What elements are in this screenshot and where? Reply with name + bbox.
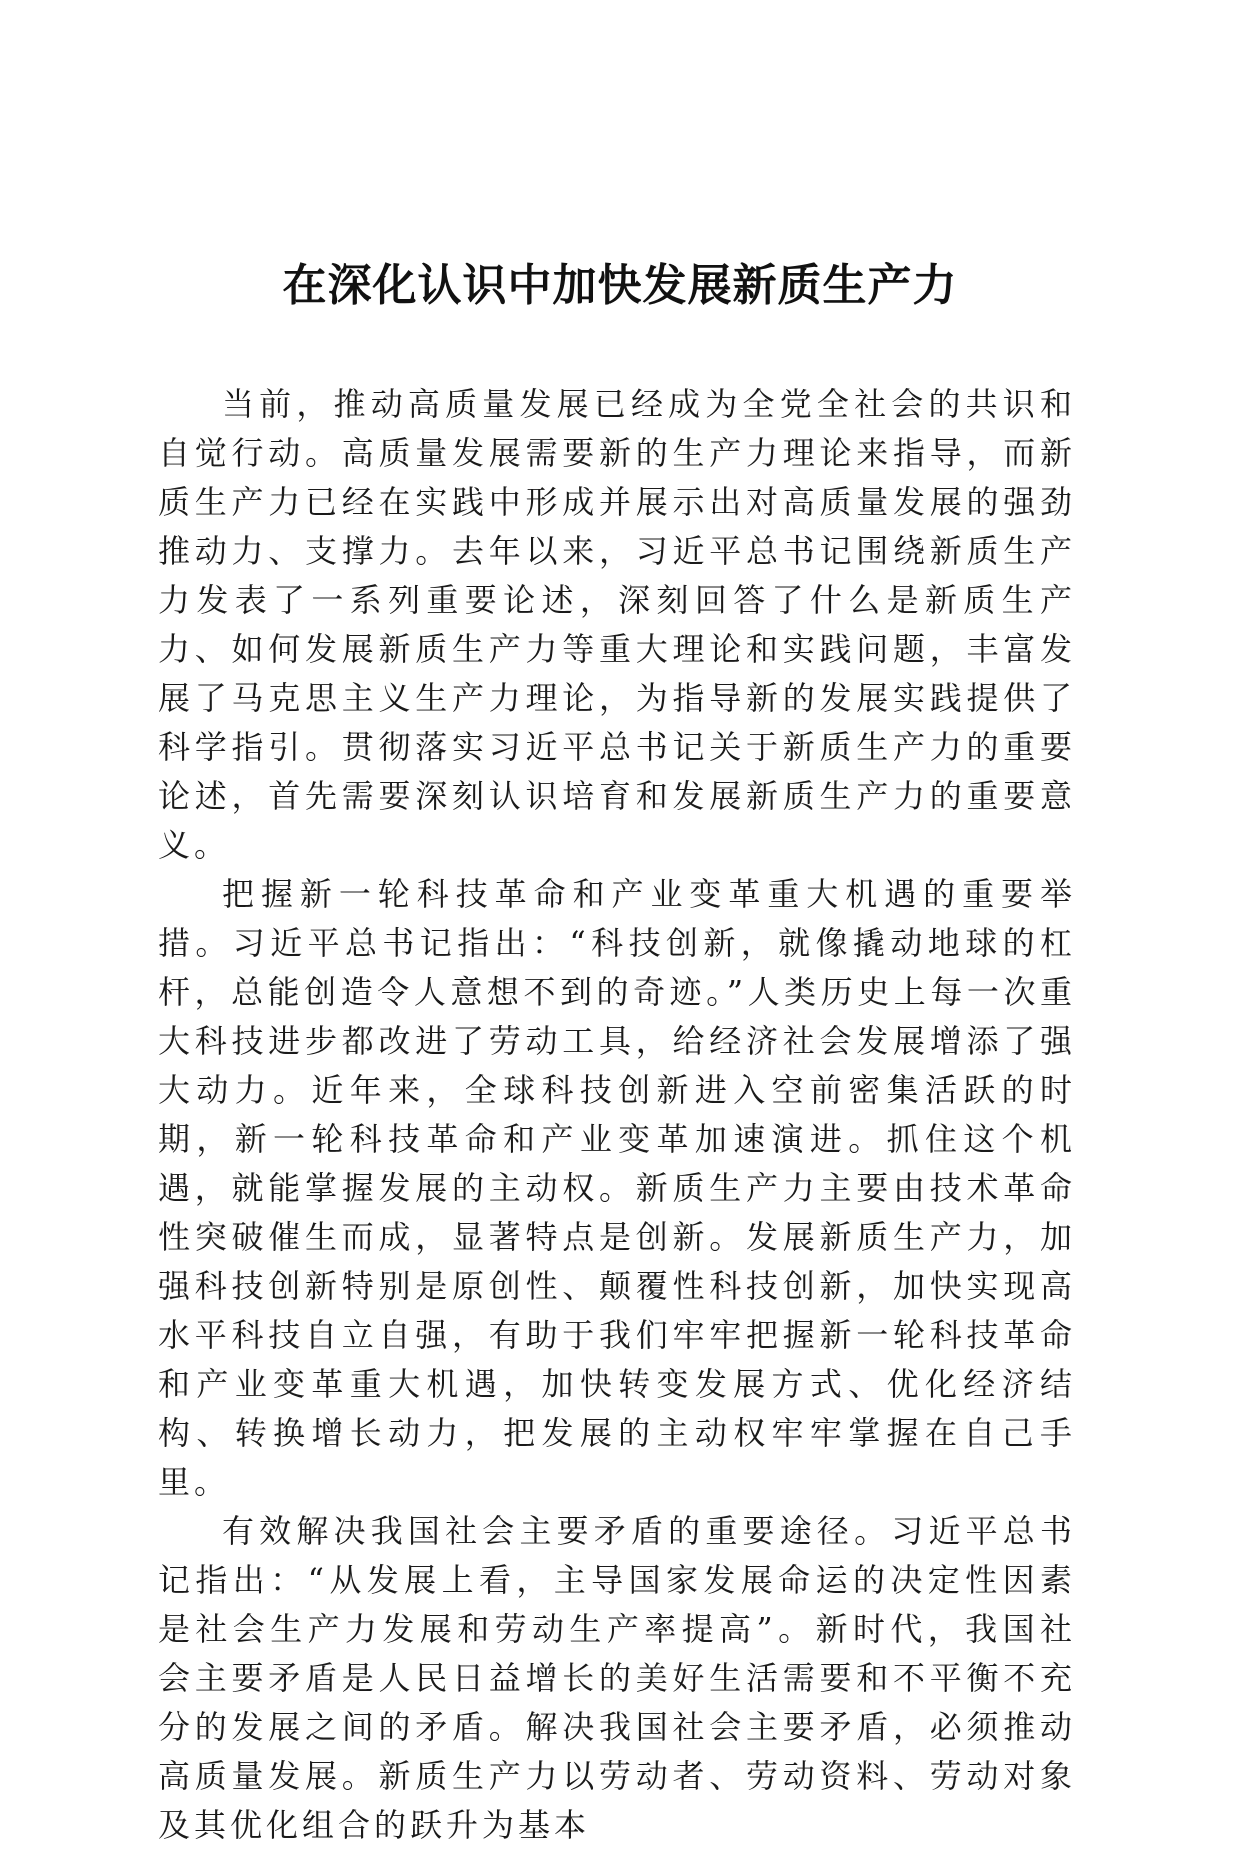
paragraph-2: 把握新一轮科技革命和产业变革重大机遇的重要举措。习近平总书记指出：“科技创新，就像撬动地球的杠杆，总能创造令人意想不到的奇迹。”人类历史上每一次重大科技进步都改进了劳动工具，给经济社会发展增添了强大动力。近年来，全球科技创新进入空前密集活跃的时期，新一轮科技革命和产业变革加速演进。抓住这个机遇，就能掌握发展的主动权。新质生产力主要由技术革命性突破催生而成，显著特点是创新。发展新质生产力，加强科技创新特别是原创性、颠覆性科技创新，加快实现高水平科技自立自强，有助于我们牢牢把握新一轮科技革命和产业变革重大机遇，加快转变发展方式、优化经济结构、转换增长动力，把发展的主动权牢牢掌握在自己手里。 [158, 875, 1076, 1501]
paragraph-1: 当前，推动高质量发展已经成为全党全社会的共识和自觉行动。高质量发展需要新的生产力理论来指导，而新质生产力已经在实践中形成并展示出对高质量发展的强劲推动力、支撑力。去年以来，习近平总书记围绕新质生产力发表了一系列重要论述，深刻回答了什么是新质生产力、如何发展新质生产力等重大理论和实践问题，丰富发展了马克思主义生产力理论，为指导新的发展实践提供了科学指引。贯彻落实习近平总书记关于新质生产力的重要论述，首先需要深刻认识培育和发展新质生产力的重要意义。 [158, 385, 1076, 864]
document-body [158, 380, 1076, 1850]
paragraph-3: 有效解决我国社会主要矛盾的重要途径。习近平总书记指出：“从发展上看，主导国家发展命运的决定性因素是社会生产力发展和劳动生产率提高”。新时代，我国社会主要矛盾是人民日益增长的美好生活需要和不平衡不充分的发展之间的矛盾。解决我国社会主要矛盾，必须推动高质量发展。新质生产力以劳动者、劳动资料、劳动对象及其优化组合的跃升为基本 [158, 1512, 1076, 1844]
document-title: 在深化认识中加快发展新质生产力 [282, 260, 958, 311]
